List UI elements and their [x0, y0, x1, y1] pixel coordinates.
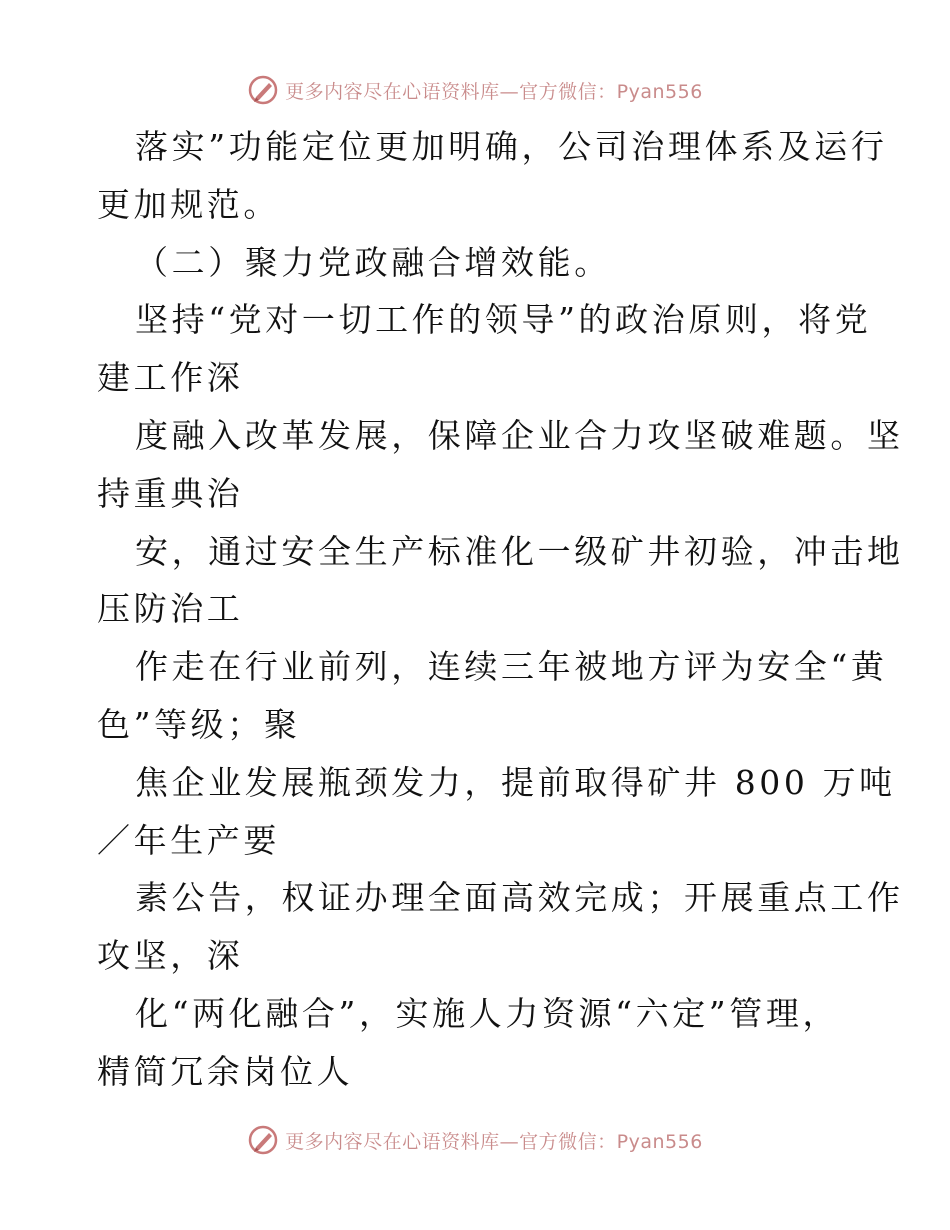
pen-logo-icon [247, 74, 279, 106]
body-line: 色”等级；聚 [97, 704, 301, 744]
body-line: 精简冗余岗位人 [97, 1051, 354, 1091]
body-line: 安，通过安全生产标准化一级矿井初验，冲击地 [135, 531, 904, 571]
section-heading: （二）聚力党政融合增效能。 [135, 242, 611, 282]
body-line: ／年生产要 [97, 820, 280, 860]
body-line: 坚持“党对一切工作的领导”的政治原则，将党 [135, 300, 872, 340]
body-line: 落实”功能定位更加明确，公司治理体系及运行 [135, 127, 888, 166]
body-line: 素公告，权证办理全面高效完成；开展重点工作 [135, 878, 904, 918]
body-line: 作走在行业前列，连续三年被地方评为安全“黄 [135, 647, 888, 687]
watermark-footer [0, 1120, 950, 1160]
watermark-text: 更多内容尽在心语资料库—官方微信：Pyan556 [285, 1130, 703, 1153]
body-line: 更加规范。 [97, 184, 280, 224]
body-line: 压防治工 [97, 589, 244, 629]
body-line: 持重典治 [97, 473, 244, 513]
watermark-text: 更多内容尽在心语资料库—官方微信：Pyan556 [285, 80, 703, 103]
body-line: 焦企业发展瓶颈发力，提前取得矿井 800 万吨 [135, 762, 896, 802]
document-body [97, 118, 904, 1101]
body-line: 化“两化融合”，实施人力资源“六定”管理， [135, 993, 840, 1033]
pen-logo-icon [247, 1124, 279, 1156]
body-line: 攻坚，深 [97, 936, 244, 976]
watermark-header [0, 70, 950, 110]
body-line: 度融入改革发展，保障企业合力攻坚破难题。坚 [135, 415, 904, 455]
body-line: 建工作深 [97, 358, 244, 398]
